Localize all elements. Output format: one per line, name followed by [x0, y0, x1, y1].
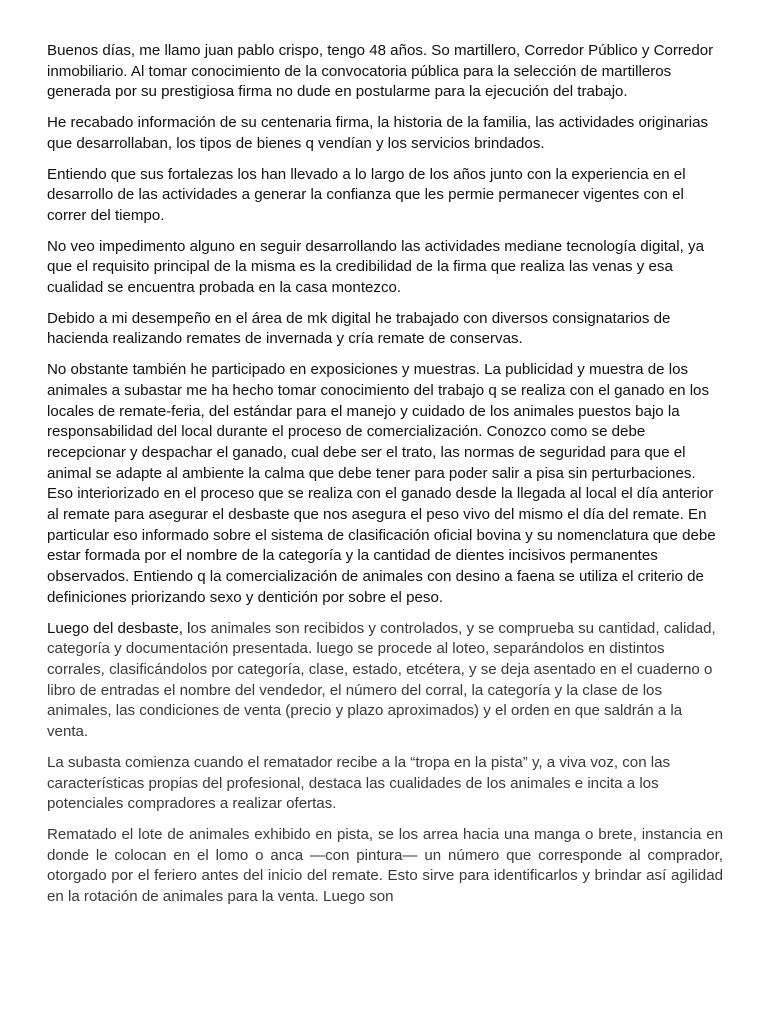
paragraph-introduction: Buenos días, me llamo juan pablo crispo, tengo 48 años. So martillero, Corredor Público y Corredor inmobiliario. Al tomar conocimiento de la convocatoria pública para la selección de martilleros generada por su prestigiosa firma no dude en postularme para la ejecución del trabajo. [47, 42, 714, 101]
paragraph-desbaste [47, 619, 723, 743]
paragraph-strengths: Entiendo que sus fortalezas los han llevado a lo largo de los años junto con la experiencia en el desarrollo de las actividades a generar la confianza que les permie permanecer vigentes con el correr del tiempo. [47, 165, 686, 224]
paragraph-research: He recabado información de su centenaria firma, la historia de la familia, las actividades originarias que desarrollaban, los tipos de bienes q vendían y los servicios brindados. [47, 114, 709, 152]
desbaste-lead-text: Luego del desbaste, l [47, 619, 191, 637]
desbaste-rest-text: os animales son recibidos y controlados, y se comprueba su cantidad, calidad, categoría y documentación presentada. luego se procede al loteo, separándolos en distintos corrales, clasificándolos por categoría, clase, estado, etcétera, y se deja asentado en el cuaderno o libro de entradas el nombre del vendedor, el número del corral, la categoría y la clase de los animales, las condiciones de venta (precio y plazo aproximados) y el orden en que saldrán a la venta. [47, 619, 716, 741]
paragraph-exhibitions: No obstante también he participado en exposiciones y muestras. La publicidad y muestra de los animales a subastar me ha hecho tomar conocimiento del trabajo q se realiza con el ganado en los locales de remate-feria, del estándar para el manejo y cuidado de los animales puestos bajo la responsabilidad del local durante el proceso de comercialización. Conozco como se debe recepcionar y despachar el ganado, cual debe ser el trato, las normas de seguridad para que el animal se adapte al ambiente la calma que debe tener para poder salir a pisa sin perturbaciones. Eso interiorizado en el proceso que se realiza con el ganado desde la llegada al local el día anterior al remate para asegurar el desbaste que nos asegura el peso vivo del mismo el día del remate. En particular eso informado sobre el sistema de clasificación oficial bovina y su nomenclatura que debe estar formada por el nombre de la categoría y la cantidad de dientes incisivos permanentes observados. Entiendo q la comercialización de animales con desino a faena se utiliza el criterio de definiciones priorizando sexo y dentición por sobre el peso. [47, 361, 716, 606]
paragraph-rematado: Rematado el lote de animales exhibido en pista, se los arrea hacia una manga o brete, instancia en donde le colocan en el lomo o anca —con pintura— un número que corresponde al comprador, otorgado por el feriero antes del inicio del remate. Esto sirve para identificarlos y brindar así agilidad en la rotación de animales para la venta. Luego son [47, 825, 723, 906]
paragraph-digital: No veo impedimento alguno en seguir desarrollando las actividades mediane tecnología digital, ya que el requisito principal de la misma es la credibilidad de la firma que realiza las venas y esa cualidad se encuentra probada en la casa montezco. [47, 237, 704, 297]
paragraph-experience: Debido a mi desempeño en el área de mk digital he trabajado con diversos consignatarios de hacienda realizando remates de invernada y cría remate de conservas. [47, 309, 671, 348]
paragraph-subasta: La subasta comienza cuando el rematador recibe a la “tropa en la pista” y, a viva voz, con las características propias del profesional, destaca las cualidades de los animales e incita a los potenciales compradores a realizar ofertas. [47, 753, 671, 813]
